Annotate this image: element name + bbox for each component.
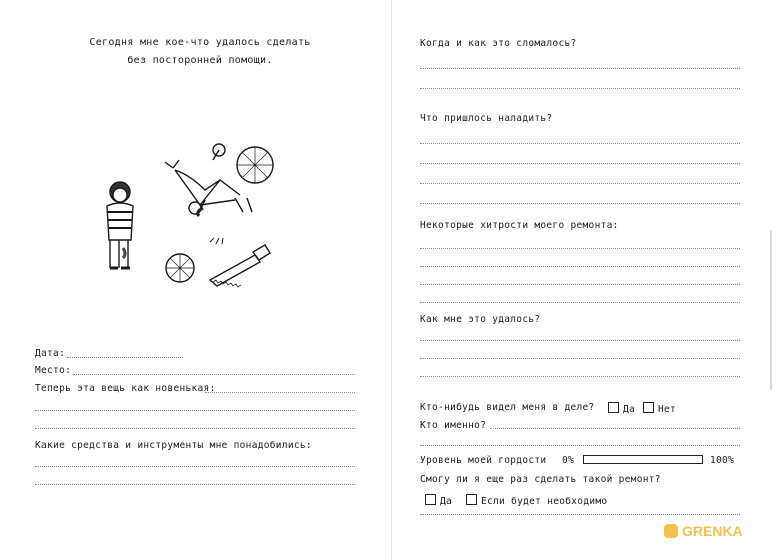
date-label: Дата: (35, 348, 66, 359)
seen-yes-checkbox[interactable] (608, 402, 619, 413)
answer-line[interactable] (420, 266, 740, 267)
page-title-line-2: без посторонней помощи. (127, 55, 273, 66)
question-seen: Кто-нибудь видел меня в деле? (420, 402, 595, 413)
again-maybe-checkbox[interactable] (466, 494, 477, 505)
again-yes-checkbox[interactable] (425, 494, 436, 505)
again-line[interactable] (420, 514, 740, 515)
now-line-2[interactable] (35, 410, 355, 411)
answer-line[interactable] (420, 163, 740, 164)
seen-yes-option[interactable] (608, 402, 635, 415)
again-maybe-option[interactable] (466, 494, 607, 507)
question-tricks: Некоторые хитрости моего ремонта: (420, 220, 619, 231)
again-maybe-label: Если будет необходимо (481, 496, 608, 507)
saw-drawing (210, 238, 270, 287)
kid-figure (107, 182, 133, 268)
answer-line[interactable] (420, 284, 740, 285)
question-what-fixed: Что пришлось наладить? (420, 113, 553, 124)
who-line-1[interactable] (490, 428, 740, 429)
page-title-line-1: Сегодня мне кое-что удалось сделать (89, 37, 311, 48)
pride-label: Уровень моей гордости (420, 455, 547, 466)
page-edge (770, 230, 772, 390)
answer-line[interactable] (420, 203, 740, 204)
pride-max-label: 100% (710, 455, 735, 466)
now-line-1[interactable] (205, 392, 355, 393)
answer-line[interactable] (420, 340, 740, 341)
again-yes-label: Да (440, 496, 453, 507)
seen-no-label: Нет (658, 404, 677, 415)
now-line-3[interactable] (35, 428, 355, 429)
answer-line[interactable] (420, 183, 740, 184)
tools-label: Какие средства и инструменты мне понадобились: (35, 440, 312, 451)
seen-no-option[interactable] (643, 402, 676, 415)
loose-wheel-drawing (166, 254, 194, 282)
answer-line[interactable] (420, 358, 740, 359)
question-how: Как мне это удалось? (420, 314, 541, 325)
answer-line[interactable] (420, 68, 740, 69)
tools-line-1[interactable] (35, 466, 355, 467)
now-label: Теперь эта вещь как новенькая: (35, 383, 216, 394)
pride-bar[interactable] (583, 455, 703, 464)
grenka-logo-icon (664, 524, 678, 538)
question-again: Смогу ли я еще раз сделать такой ремонт? (420, 474, 661, 485)
bicycle-drawing (165, 144, 273, 216)
bicycle-repair-illustration (95, 140, 295, 300)
answer-line[interactable] (420, 302, 740, 303)
watermark-text: GRENKA (682, 523, 743, 539)
place-line[interactable] (73, 374, 355, 375)
answer-line[interactable] (420, 376, 740, 377)
place-label: Место: (35, 365, 72, 376)
answer-line[interactable] (420, 143, 740, 144)
question-when-broken: Когда и как это сломалось? (420, 38, 577, 49)
page-gutter (391, 0, 392, 560)
seen-no-checkbox[interactable] (643, 402, 654, 413)
who-line-2[interactable] (420, 445, 740, 446)
seen-yes-label: Да (623, 404, 636, 415)
date-line[interactable] (67, 357, 183, 358)
answer-line[interactable] (420, 248, 740, 249)
answer-line[interactable] (420, 88, 740, 89)
again-yes-option[interactable] (425, 494, 452, 507)
pride-min-label: 0% (562, 455, 575, 466)
tools-line-2[interactable] (35, 484, 355, 485)
question-who: Кто именно? (420, 420, 487, 431)
